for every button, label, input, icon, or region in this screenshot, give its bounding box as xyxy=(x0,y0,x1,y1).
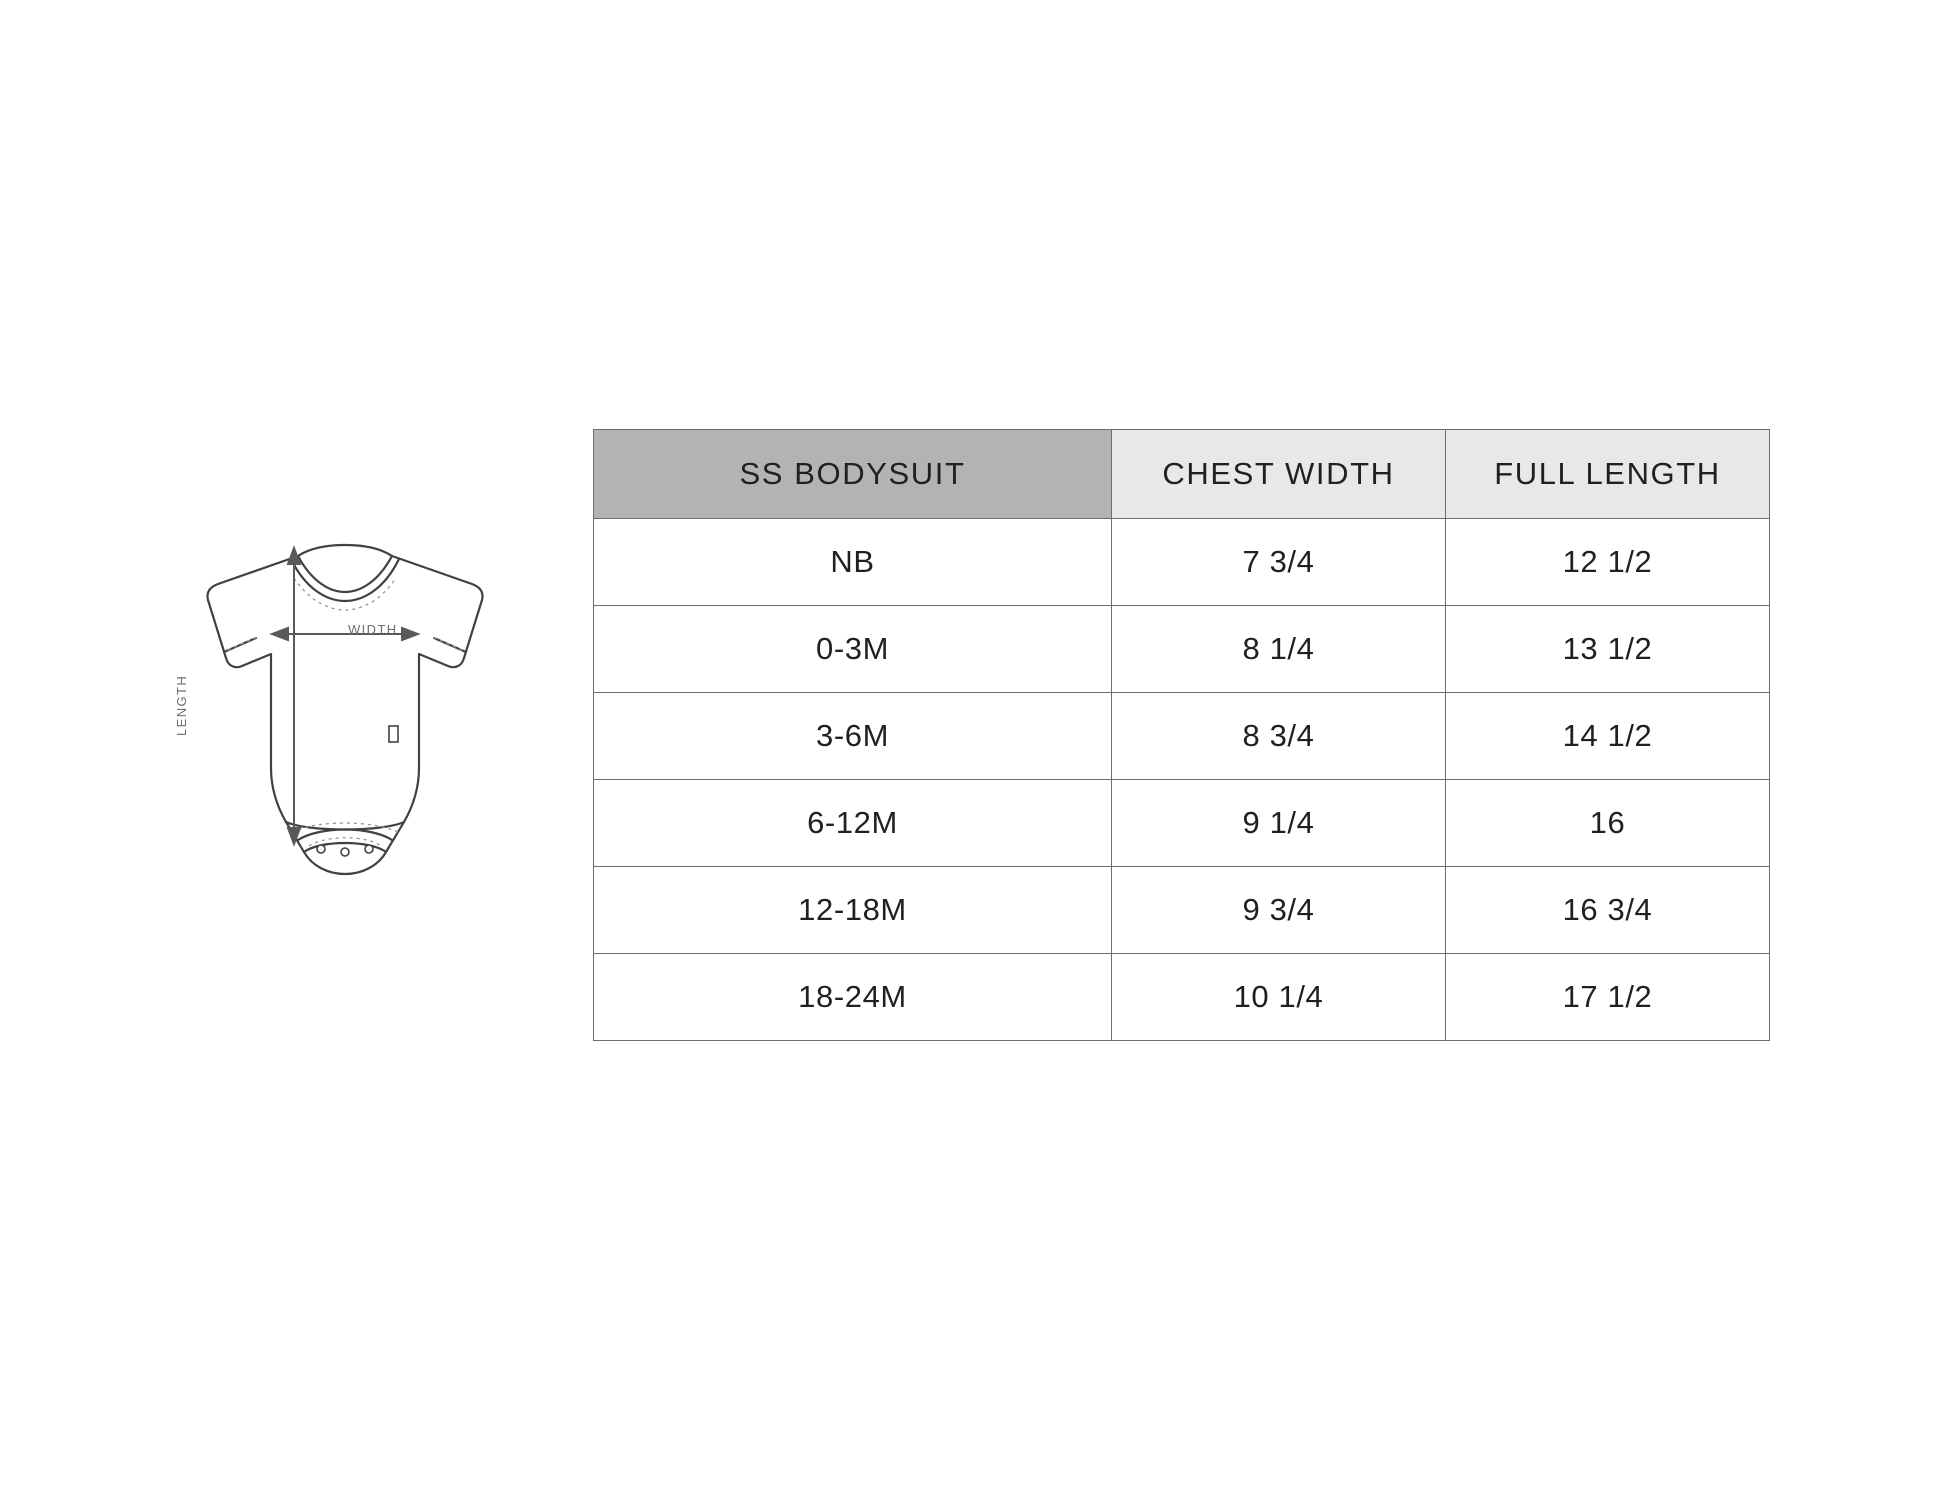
cell-length: 14 1/2 xyxy=(1446,693,1770,780)
size-chart-table xyxy=(593,429,1770,1041)
width-dimension-label: WIDTH xyxy=(348,622,398,637)
column-header-chest-width: CHEST WIDTH xyxy=(1112,430,1446,519)
table-header-row xyxy=(594,430,1770,519)
cell-size: 18-24M xyxy=(594,954,1112,1041)
bodysuit-diagram xyxy=(174,540,510,960)
cell-length: 12 1/2 xyxy=(1446,519,1770,606)
table-row xyxy=(594,519,1770,606)
table-row xyxy=(594,606,1770,693)
cell-length: 16 3/4 xyxy=(1446,867,1770,954)
cell-chest: 8 1/4 xyxy=(1112,606,1446,693)
cell-length: 16 xyxy=(1446,780,1770,867)
table-row xyxy=(594,867,1770,954)
cell-chest: 7 3/4 xyxy=(1112,519,1446,606)
cell-length: 13 1/2 xyxy=(1446,606,1770,693)
cell-chest: 8 3/4 xyxy=(1112,693,1446,780)
cell-chest: 9 3/4 xyxy=(1112,867,1446,954)
cell-size: NB xyxy=(594,519,1112,606)
column-header-size: SS BODYSUIT xyxy=(594,430,1112,519)
length-dimension-label: LENGTH xyxy=(174,674,189,736)
table-row xyxy=(594,780,1770,867)
table-row xyxy=(594,954,1770,1041)
cell-chest: 10 1/4 xyxy=(1112,954,1446,1041)
brand-tag xyxy=(389,726,398,742)
table-row xyxy=(594,693,1770,780)
cell-size: 12-18M xyxy=(594,867,1112,954)
cell-chest: 9 1/4 xyxy=(1112,780,1446,867)
cell-size: 3-6M xyxy=(594,693,1112,780)
cell-size: 0-3M xyxy=(594,606,1112,693)
bodysuit-outline-icon xyxy=(180,540,510,960)
column-header-full-length: FULL LENGTH xyxy=(1446,430,1770,519)
cell-size: 6-12M xyxy=(594,780,1112,867)
cell-length: 17 1/2 xyxy=(1446,954,1770,1041)
